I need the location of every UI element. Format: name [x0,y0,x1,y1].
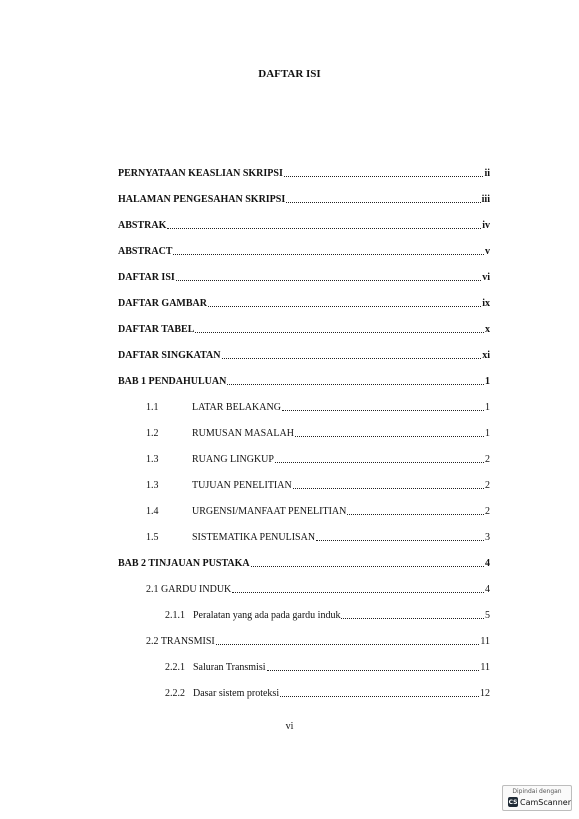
toc-entry-page: 12 [480,688,490,699]
watermark-caption: Dipindai dengan [512,788,562,795]
toc-entry-label: BAB 1 PENDAHULUAN [118,376,227,387]
toc-entry-label: RUANG LINGKUP [192,454,274,465]
dot-leader [222,348,482,359]
toc-entry [146,399,490,413]
toc-entry-page: 2 [485,454,490,465]
toc-entry-label: TUJUAN PENELITIAN [192,480,292,491]
dot-leader [227,374,484,385]
toc-entry-page: 11 [480,662,490,673]
toc-entry-label: URGENSI/MANFAAT PENELITIAN [192,506,347,517]
dot-leader [251,556,484,567]
toc-entry-label: Saluran Transmisi [193,662,266,673]
dot-leader [347,504,484,515]
toc-entry [146,503,490,517]
dot-leader [316,530,484,541]
toc-entry-number: 1.2 [146,428,159,439]
toc-entry-page: 4 [485,558,490,569]
toc-entry-number: 1.4 [146,506,159,517]
toc-entry-page: iii [481,194,490,205]
toc-entry-label: SISTEMATIKA PENULISAN [192,532,316,543]
toc-entry-number: 2.2.1 [165,662,185,673]
toc-entry-number: 1.1 [146,402,159,413]
toc-entry-label: HALAMAN PENGESAHAN SKRIPSI [118,194,286,205]
toc-entry [146,529,490,543]
dot-leader [293,478,484,489]
dot-leader [295,426,484,437]
toc-entry-label: RUMUSAN MASALAH [192,428,294,439]
toc-entry-label: BAB 2 TINJAUAN PUSTAKA [118,558,250,569]
toc-entry [118,373,490,387]
toc-entry-page: 11 [480,636,490,647]
toc-entry [118,165,490,179]
toc-entry [146,451,490,465]
toc-entry-number: 2.2.2 [165,688,185,699]
toc-entry-page: iv [482,220,490,231]
toc-entry-page: 3 [485,532,490,543]
toc-entry-page: v [485,246,490,257]
toc-entry [165,659,490,673]
toc-entry-label: Peralatan yang ada pada gardu induk [193,610,341,621]
toc-entry-page: 1 [485,402,490,413]
dot-leader [282,400,484,411]
page-title: DAFTAR ISI [258,68,321,80]
toc-entry-label: 2.2 TRANSMISI [146,636,215,647]
toc-entry-number: 1.3 [146,480,159,491]
dot-leader [275,452,484,463]
toc-entry-label: PERNYATAAN KEASLIAN SKRIPSI [118,168,283,179]
toc-entry-page: xi [482,350,490,361]
camscanner-icon: CS [508,798,518,806]
watermark-brand: CamScanner [520,797,572,807]
toc-entry-label: ABSTRACT [118,246,173,257]
toc-entry [118,243,490,257]
toc-entry-page: 4 [485,584,490,595]
toc-entry [165,607,490,621]
toc-entry [118,191,490,205]
toc-entry [165,685,490,699]
dot-leader [173,244,484,255]
toc-entry [118,347,490,361]
toc-entry-number: 1.3 [146,454,159,465]
toc-entry-label: Dasar sistem proteksi [193,688,280,699]
toc-entry-page: 5 [485,610,490,621]
watermark-brand-row [508,797,571,807]
toc-entry-page: vi [482,272,490,283]
dot-leader [267,660,480,671]
toc-entry [118,295,490,309]
dot-leader [208,296,481,307]
toc-entry-page: ix [482,298,490,309]
dot-leader [176,270,481,281]
page-number: vi [285,721,294,732]
toc-entry-label: LATAR BELAKANG [192,402,281,413]
dot-leader [341,608,484,619]
toc-entry-label: ABSTRAK [118,220,167,231]
toc-entry-label: DAFTAR GAMBAR [118,298,207,309]
dot-leader [284,166,484,177]
toc-entry-number: 2.1.1 [165,610,185,621]
dot-leader [286,192,480,203]
toc-entry-page: 2 [485,480,490,491]
toc-entry-label: DAFTAR SINGKATAN [118,350,221,361]
toc-entry-label: DAFTAR ISI [118,272,175,283]
toc-entry-page: 2 [485,506,490,517]
toc-entry [118,269,490,283]
toc-entry [118,555,490,569]
dot-leader [280,686,479,697]
toc-entry [146,425,490,439]
toc-entry-page: 1 [485,428,490,439]
toc-entry-page: x [485,324,490,335]
toc-entry [146,581,490,595]
dot-leader [167,218,481,229]
toc-entry-number: 1.5 [146,532,159,543]
toc-entry [118,217,490,231]
toc-entry-page: ii [484,168,490,179]
dot-leader [232,582,484,593]
toc-entry [118,321,490,335]
toc-entry [146,633,490,647]
dot-leader [216,634,480,645]
toc-entry [146,477,490,491]
camscanner-watermark [502,785,572,811]
toc-entry-label: 2.1 GARDU INDUK [146,584,232,595]
toc-entry-page: 1 [485,376,490,387]
toc-entry-label: DAFTAR TABEL [118,324,195,335]
dot-leader [195,322,484,333]
